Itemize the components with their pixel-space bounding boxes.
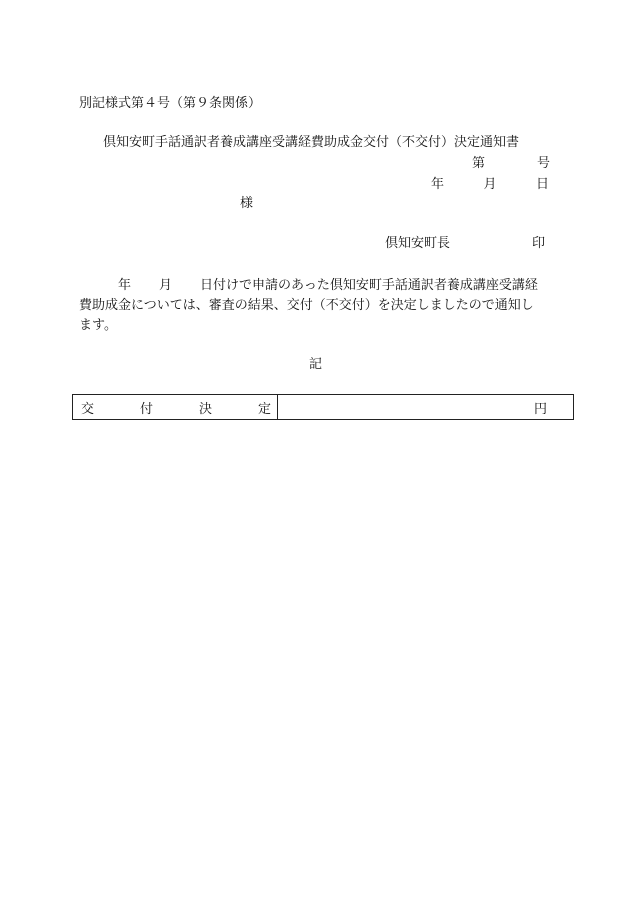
issuer-name: 倶知安町長 [385, 236, 451, 251]
grant-decision-table [72, 394, 574, 420]
body-month: 月 [159, 278, 173, 293]
grant-label-char-1: 交 [81, 401, 95, 417]
date-line [431, 177, 549, 193]
number-suffix: 号 [536, 156, 550, 171]
document-number-line [472, 156, 550, 172]
form-number: 別記様式第４号（第９条関係） [79, 96, 262, 111]
date-month: 月 [483, 177, 497, 192]
grant-amount-cell [278, 395, 573, 419]
grant-label-char-4: 定 [257, 401, 271, 417]
body-line-1-text: 日付けで申請のあった倶知安町手話通訳者養成講座受講経 [200, 278, 538, 293]
addressee-honorific: 様 [240, 196, 254, 211]
body-line-2: 費助成金については、審査の結果、交付（不交付）を決定しましたので通知し [79, 298, 534, 313]
document-title: 倶知安町手話通訳者養成講座受講経費助成金交付（不交付）決定通知書 [103, 135, 520, 150]
date-day: 日 [535, 177, 549, 192]
number-prefix: 第 [472, 156, 486, 171]
grant-label-cell [73, 395, 278, 419]
grant-amount-unit: 円 [533, 401, 547, 417]
body-line-1 [79, 276, 559, 296]
grant-label-char-3: 決 [198, 401, 212, 417]
date-year: 年 [431, 177, 445, 192]
grant-label-char-2: 付 [139, 401, 153, 417]
body-line-3: ます。 [79, 318, 117, 333]
body-year: 年 [118, 278, 132, 293]
seal-mark: 印 [532, 236, 546, 251]
body-paragraph [79, 276, 559, 336]
ki-heading: 記 [309, 357, 323, 372]
